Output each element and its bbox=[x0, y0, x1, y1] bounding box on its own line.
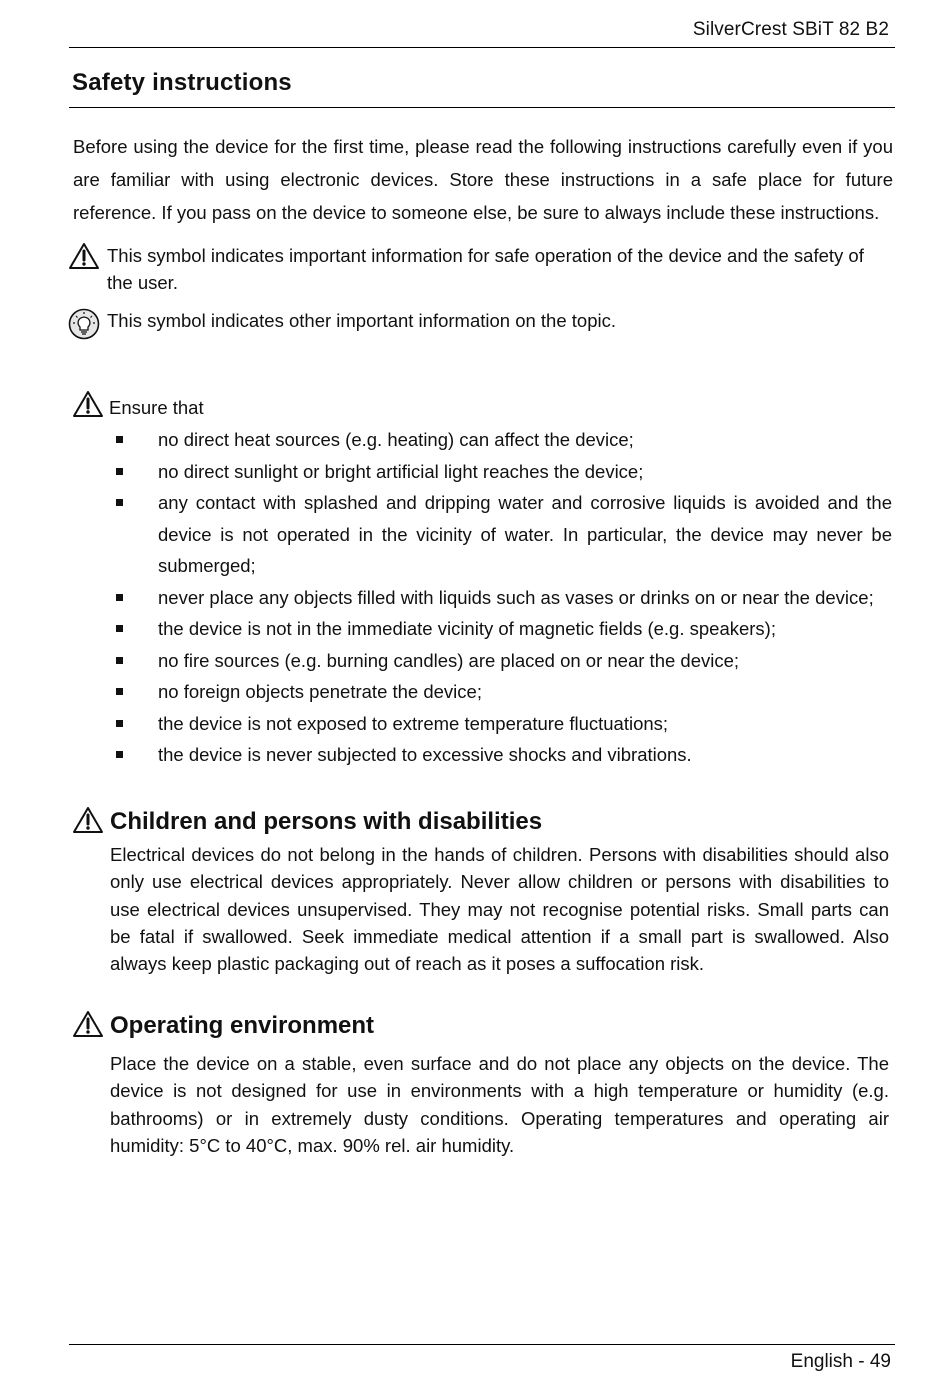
lightbulb-icon bbox=[68, 307, 100, 346]
bullet-icon bbox=[116, 499, 123, 506]
bullet-icon bbox=[116, 625, 123, 632]
list-item: never place any objects filled with liquids such as vases or drinks on or near the device; bbox=[110, 582, 892, 614]
bullet-icon bbox=[116, 688, 123, 695]
warning-triangle-icon bbox=[72, 390, 104, 423]
list-item: no fire sources (e.g. burning candles) are placed on or near the device; bbox=[110, 645, 892, 677]
list-item: no direct sunlight or bright artificial light reaches the device; bbox=[110, 456, 892, 488]
warning-symbol-text: This symbol indicates important information for safe operation of the device and the safety of the user. bbox=[107, 245, 864, 293]
bullet-icon bbox=[116, 720, 123, 727]
intro-paragraph: Before using the device for the first time, please read the following instructions carefully even if you are familiar with using electronic devices. Store these instructions in a safe place for future reference. If you pass on the device to someone else, be sure to always include these instructions. bbox=[73, 136, 893, 223]
page-number: English - 49 bbox=[790, 1351, 891, 1372]
warning-triangle-icon bbox=[72, 1010, 104, 1043]
children-heading bbox=[72, 806, 892, 840]
bullet-icon bbox=[116, 657, 123, 664]
page-footer bbox=[69, 1344, 895, 1372]
bullet-icon bbox=[116, 468, 123, 475]
section-title-bar bbox=[69, 66, 895, 108]
page-header bbox=[69, 18, 895, 48]
children-title: Children and persons with disabilities bbox=[110, 808, 543, 835]
info-symbol-text: This symbol indicates other important information on the topic. bbox=[107, 310, 616, 331]
list-item: the device is not in the immediate vicinity of magnetic fields (e.g. speakers); bbox=[110, 613, 892, 645]
list-item: the device is never subjected to excessive shocks and vibrations. bbox=[110, 739, 892, 771]
ensure-list bbox=[110, 424, 892, 771]
list-item: the device is not exposed to extreme temperature fluctuations; bbox=[110, 708, 892, 740]
list-item: no direct heat sources (e.g. heating) can affect the device; bbox=[110, 424, 892, 456]
list-item: no foreign objects penetrate the device; bbox=[110, 676, 892, 708]
bullet-icon bbox=[116, 436, 123, 443]
environment-heading bbox=[72, 1010, 892, 1044]
environment-body: Place the device on a stable, even surface and do not place any objects on the device. The device is not designed for use in environments with a high temperature or humidity (e.g. bathrooms) or in extremely dusty conditions. Operating temperatures and operating air humidity: 5°C to 40°C, max. 90% rel. air humidity. bbox=[110, 1053, 889, 1156]
environment-title: Operating environment bbox=[110, 1012, 375, 1039]
header-title: SilverCrest SBiT 82 B2 bbox=[692, 19, 889, 40]
children-body: Electrical devices do not belong in the hands of children. Persons with disabilities should also only use electrical devices appropriately. Never allow children or persons with disabilities to use electrical devices unsupervised. They may not recognise potential risks. Small parts can be fatal if swallowed. Seek immediate medical attention if a small part is swallowed. Also always keep plastic packaging out of reach as it poses a suffocation risk. bbox=[110, 844, 889, 975]
warning-triangle-icon bbox=[68, 242, 100, 275]
page-title: Safety instructions bbox=[72, 69, 292, 96]
list-item: any contact with splashed and dripping water and corrosive liquids is avoided and the device is not operated in the vicinity of water. In particular, the device may never be submerged; bbox=[110, 487, 892, 582]
ensure-lead-text: Ensure that bbox=[109, 397, 204, 418]
warning-triangle-icon bbox=[72, 806, 104, 839]
bullet-icon bbox=[116, 751, 123, 758]
bullet-icon bbox=[116, 594, 123, 601]
